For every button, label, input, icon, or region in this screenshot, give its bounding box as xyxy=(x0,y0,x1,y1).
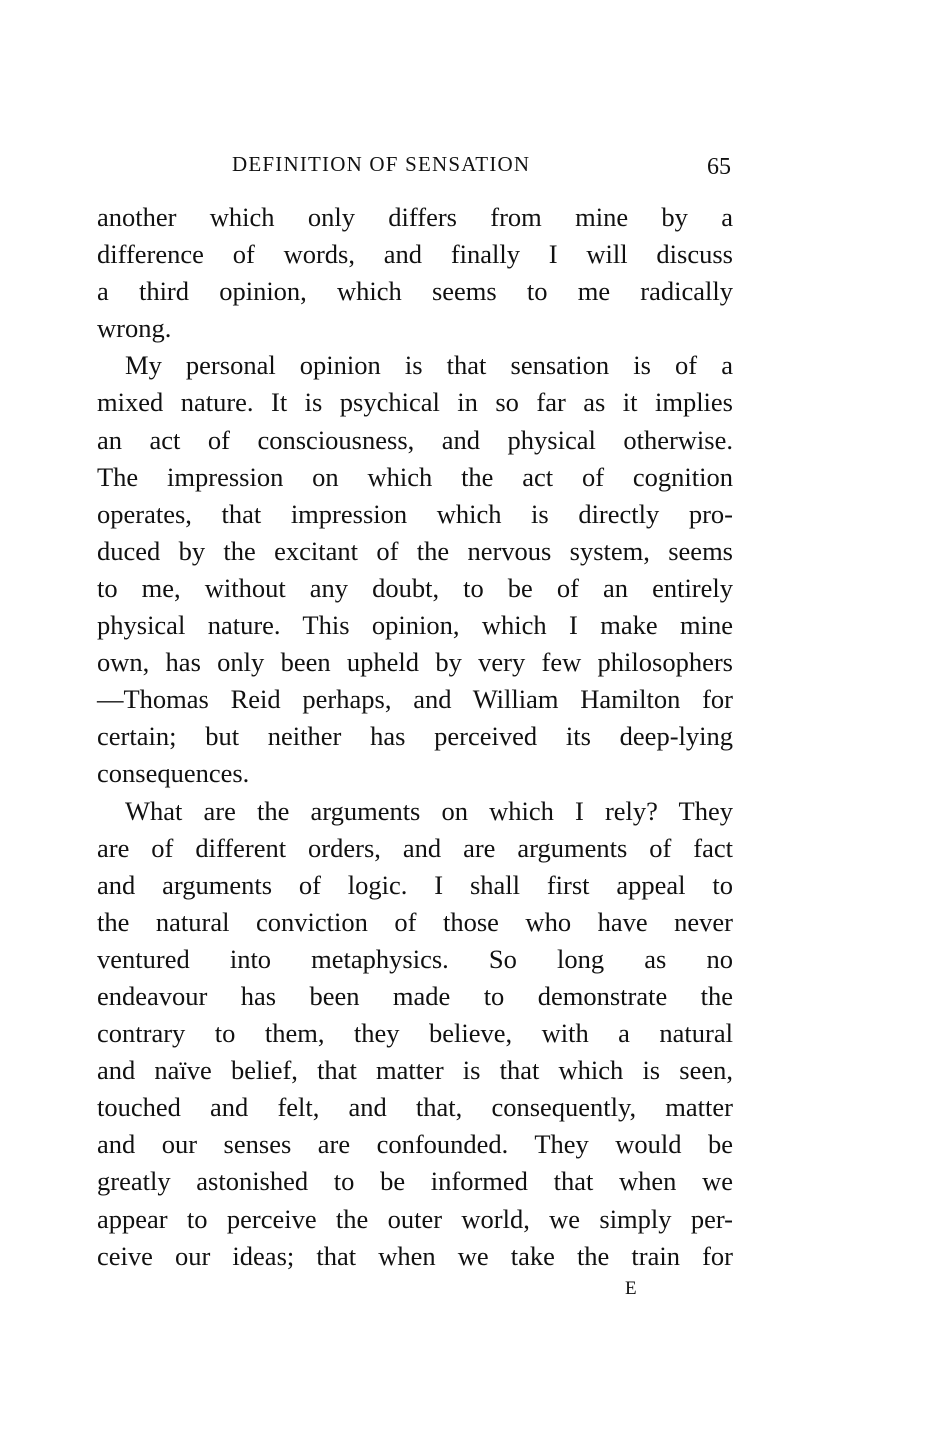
body-text xyxy=(97,199,733,1275)
text-line: physical nature. This opinion, which I make mine xyxy=(97,610,733,641)
text-line: —Thomas Reid perhaps, and William Hamilton for xyxy=(97,684,733,715)
paragraph-1 xyxy=(97,199,733,347)
text-line: duced by the excitant of the nervous system, seems xyxy=(97,535,733,566)
text-line: another which only differs from mine by a xyxy=(97,202,733,232)
text-line: the natural conviction of those who have never xyxy=(97,906,733,937)
text-line: mixed nature. It is psychical in so far as it implies xyxy=(97,387,733,418)
text-line: greatly astonished to be informed that when we xyxy=(97,1166,733,1197)
text-line: are of different orders, and are arguments of fact xyxy=(97,832,733,863)
text-line: appear to perceive the outer world, we simply per- xyxy=(97,1203,733,1234)
text-line: a third opinion, which seems to me radically xyxy=(97,276,733,307)
text-line: contrary to them, they believe, with a natural xyxy=(97,1018,733,1049)
text-line: ceive our ideas; that when we take the train for xyxy=(97,1240,733,1271)
text-line: and our senses are confounded. They would be xyxy=(97,1129,733,1160)
text-line: an act of consciousness, and physical otherwise. xyxy=(97,424,733,455)
text-line: touched and felt, and that, consequently, matter xyxy=(97,1092,733,1123)
page-number: 65 xyxy=(707,154,731,180)
text-line: and arguments of logic. I shall first appeal to xyxy=(97,869,733,900)
text-line: The impression on which the act of cognition xyxy=(97,461,733,492)
text-line: certain; but neither has perceived its deep-lying xyxy=(97,721,733,752)
text-line: to me, without any doubt, to be of an entirely xyxy=(97,572,733,603)
text-line: endeavour has been made to demonstrate the xyxy=(97,980,733,1011)
text-line: What are the arguments on which I rely? They xyxy=(125,795,733,826)
text-line: ventured into metaphysics. So long as no xyxy=(97,943,733,974)
text-line: consequences. xyxy=(97,758,250,789)
paragraph-3 xyxy=(97,793,733,1275)
running-title: DEFINITION OF SENSATION xyxy=(232,152,531,176)
text-line: own, has only been upheld by very few philosophers xyxy=(97,647,733,678)
text-line: wrong. xyxy=(97,313,172,344)
text-line: and naïve belief, that matter is that which is seen, xyxy=(97,1055,733,1086)
text-line: operates, that impression which is directly pro- xyxy=(97,498,733,529)
text-line: My personal opinion is that sensation is of a xyxy=(125,350,733,381)
signature-mark: E xyxy=(625,1278,637,1299)
paragraph-2 xyxy=(97,347,733,792)
text-line: difference of words, and finally I will discuss xyxy=(97,239,733,270)
running-head xyxy=(97,152,733,182)
